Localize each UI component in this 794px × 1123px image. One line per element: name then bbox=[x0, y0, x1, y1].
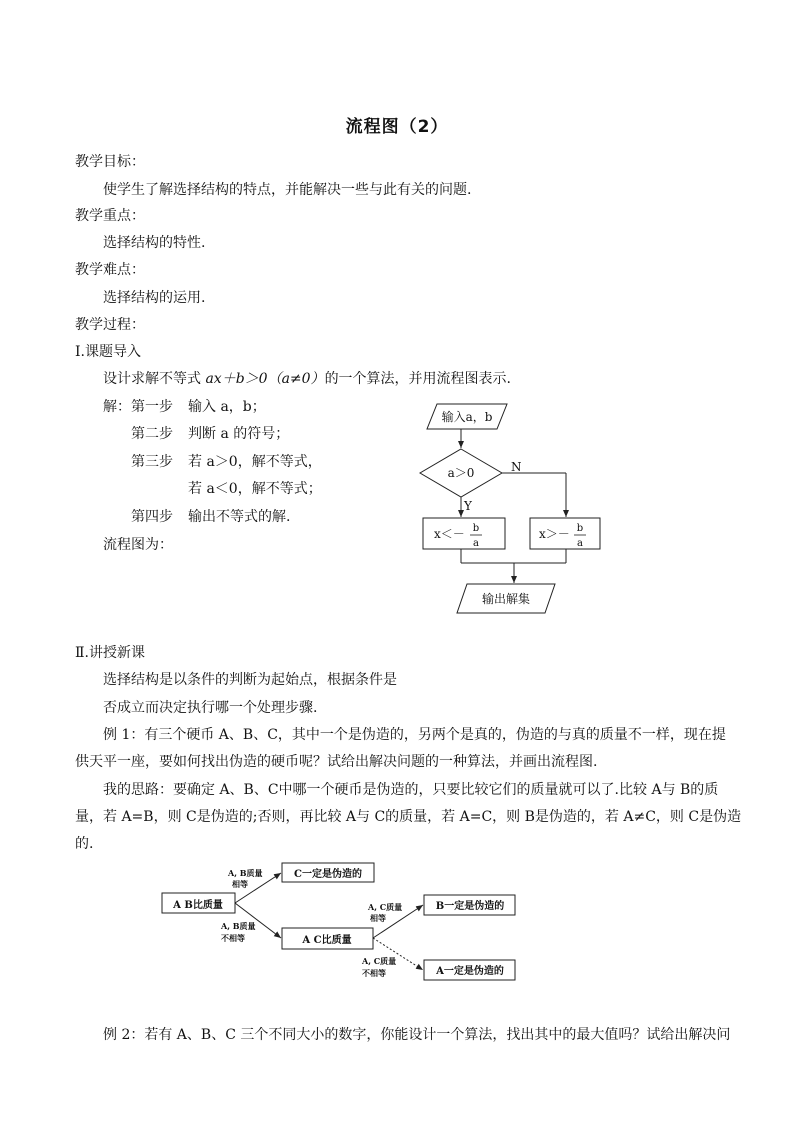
step3-label: 第三步 bbox=[131, 454, 173, 470]
difficulty-label: 教学难点： bbox=[75, 262, 145, 278]
step1-text: 输入 a，b； bbox=[188, 399, 266, 415]
part2-para-line2: 否成立而决定执行哪一个处理步骤. bbox=[103, 700, 318, 716]
focus-label: 教学重点： bbox=[75, 208, 145, 224]
idea-line1: 我的思路：要确定 A、B、C中哪一个硬币是伪造的，只要比较它们的质量就可以了.比较 A与 B的质 bbox=[103, 782, 719, 798]
inequality-expression: ax＋b＞0（a≠0） bbox=[205, 371, 325, 387]
ac-compare-box bbox=[282, 928, 373, 949]
flowchart-label: 流程图为： bbox=[103, 537, 173, 553]
no-label: N bbox=[511, 460, 522, 474]
page-title: 流程图（2） bbox=[345, 117, 449, 137]
step2-label: 第二步 bbox=[131, 426, 173, 442]
goal-label: 教学目标： bbox=[75, 154, 145, 170]
example1-line2: 供天平一座，要如何找出伪造的硬币呢？试给出解决问题的一种算法，并画出流程图. bbox=[75, 754, 598, 770]
left-box-prefix: x＜－ bbox=[434, 527, 465, 541]
ab-equal-label-1: A, B质量 bbox=[228, 868, 263, 878]
part1-heading: Ⅰ.课题导入 bbox=[75, 344, 141, 360]
b-fake-box bbox=[424, 895, 515, 915]
input-parallelogram bbox=[427, 404, 507, 429]
output-text: 输出解集 bbox=[481, 592, 531, 606]
input-text: 输入a，b bbox=[441, 410, 493, 424]
a-fake-box bbox=[424, 960, 515, 980]
a-fake-text: A一定是伪造的 bbox=[436, 966, 504, 977]
step3b-text: 若 a＜0，解不等式； bbox=[188, 481, 322, 497]
ab-notequal-label-1: A, B质量 bbox=[221, 921, 256, 931]
right-frac-den: a bbox=[577, 538, 583, 549]
decision-diamond bbox=[420, 449, 502, 497]
step3-text: 若 a＞0，解不等式， bbox=[188, 454, 322, 470]
intro-text-a: 设计求解不等式 bbox=[103, 371, 206, 387]
ac-notequal-label-2: 不相等 bbox=[362, 968, 386, 978]
ac-notequal-label-1: A, C质量 bbox=[362, 956, 397, 966]
yes-label: Y bbox=[464, 499, 472, 513]
ab-notequal-label-2: 不相等 bbox=[221, 933, 245, 943]
part1-intro bbox=[103, 369, 511, 389]
right-frac-num: b bbox=[576, 523, 584, 534]
right-solution-box bbox=[530, 518, 600, 549]
idea-line3: 的. bbox=[75, 836, 94, 852]
left-solution-box bbox=[423, 518, 505, 549]
ac-equal-label-1: A, C质量 bbox=[368, 902, 403, 912]
part2-heading: Ⅱ.讲授新课 bbox=[75, 645, 145, 661]
step4-text: 输出不等式的解. bbox=[188, 509, 291, 525]
ab-equal-label-2: 相等 bbox=[232, 879, 248, 889]
left-frac-num: b bbox=[472, 523, 480, 534]
ac-compare-text: A C比质量 bbox=[302, 935, 352, 946]
output-parallelogram bbox=[457, 584, 555, 613]
goal-text: 使学生了解选择结构的特点，并能解决一些与此有关的问题. bbox=[103, 182, 472, 198]
focus-text: 选择结构的特性. bbox=[103, 235, 206, 251]
ab-compare-box bbox=[162, 893, 235, 913]
b-fake-text: B一定是伪造的 bbox=[435, 901, 505, 912]
example2-line1: 例 2：若有 A、B、C 三个不同大小的数字，你能设计一个算法，找出其中的最大值吗？试给出解决问 bbox=[103, 1027, 731, 1043]
c-fake-text: C一定是伪造的 bbox=[294, 869, 362, 880]
step4-label: 第四步 bbox=[131, 509, 173, 525]
process-label: 教学过程： bbox=[75, 317, 145, 333]
part2-para-line1: 选择结构是以条件的判断为起始点，根据条件是 bbox=[103, 672, 397, 688]
ab-compare-text: A B比质量 bbox=[173, 900, 223, 911]
decision-text: a＞0 bbox=[447, 466, 475, 480]
solution-label: 解：第一步 bbox=[103, 399, 173, 415]
idea-line2: 量，若 A=B，则 C是伪造的;否则，再比较 A与 C的质量，若 A=C，则 B是伪造的，若 A≠C，则 C是伪造 bbox=[75, 809, 742, 825]
difficulty-text: 选择结构的运用. bbox=[103, 290, 206, 306]
right-box-prefix: x＞－ bbox=[539, 527, 570, 541]
left-frac-den: a bbox=[473, 538, 479, 549]
c-fake-box bbox=[282, 863, 374, 882]
example1-line1: 例 1：有三个硬币 A、B、C，其中一个是伪造的，另两个是真的，伪造的与真的质量不一样，现在提 bbox=[103, 727, 726, 743]
step2-text: 判断 a 的符号； bbox=[188, 426, 290, 442]
intro-text-b: 的一个算法，并用流程图表示. bbox=[324, 371, 512, 387]
ac-equal-label-2: 相等 bbox=[370, 913, 386, 923]
